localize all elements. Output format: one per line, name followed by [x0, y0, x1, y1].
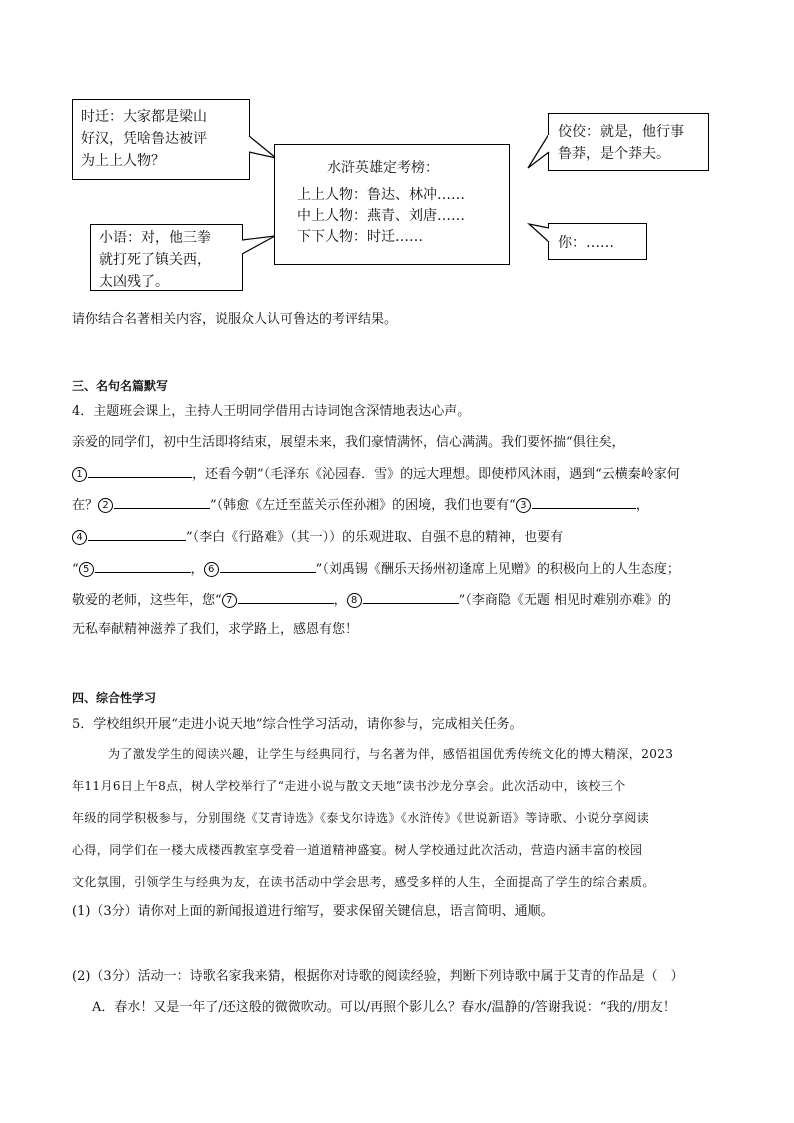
answer-blank-8[interactable] [363, 589, 459, 604]
question-5: 5．学校组织开展“走进小说天地”综合性学习活动，请你参与，完成相关任务。 [72, 717, 523, 732]
rank-line: 上上人物：鲁达、林冲…… [297, 187, 465, 203]
line-text: ， [333, 593, 347, 608]
blank-number: 7 [222, 593, 237, 608]
blank-number: 2 [98, 498, 113, 513]
rank-line: 中上人物：燕青、刘唐…… [297, 208, 465, 224]
news-line: 年级的同学积极参与，分别围绕《艾青诗选》《泰戈尔诗选》《水浒传》《世说新语》等诗歌、小说分享阅读 [72, 811, 650, 825]
rank-box [274, 144, 510, 265]
answer-blank-7[interactable] [238, 589, 334, 604]
question-4: 4．主题班会课上，主持人王明同学借用古诗词饱含深情地表达心声。 [72, 404, 471, 419]
subquestion-2: (2)（3分）活动一：诗歌名家我来猜，根据你对诗歌的阅读经验，判断下列诗歌中属于艾青的作品是（ ） [72, 969, 684, 984]
fill-line-5 [72, 558, 680, 580]
line-text: 在？ [72, 498, 99, 513]
subquestion-1: (1)（3分）请你对上面的新闻报道进行缩写，要求保留关键信息，语言简明、通顺。 [72, 904, 554, 919]
line-text: ， [635, 498, 649, 513]
blank-number: 8 [347, 593, 362, 608]
fill-line-6 [72, 589, 671, 611]
news-line: 文化氛围，引领学生与经典为友，在读书活动中学会思考，感受多样的人生，全面提高了学生的综合素质。 [72, 875, 655, 889]
answer-blank-2[interactable] [114, 494, 210, 509]
line-text: ”（刘禹锡《酬乐天扬州初逢席上见赠》的积极向上的人生态度； [315, 562, 680, 577]
fill-line-2 [72, 463, 680, 485]
line-text: ，还看今朝”（毛泽东《沁园春．雪》的远大理想。即使栉风沐雨，遇到“云横秦岭家何 [192, 467, 680, 482]
rank-line: 下下人物：时迁…… [297, 229, 423, 245]
line-text: ”（李白《行路难》（其一））的乐观进取、自强不息的精神，也要有 [186, 530, 564, 545]
bubble-jiaojiao-text: 佼佼：就是，他行事 鲁莽，是个莽夫。 [558, 124, 684, 162]
fill-line-7: 无私奉献精神滋养了我们，求学路上，感恩有您！ [72, 622, 359, 637]
section-4-heading: 四、综合性学习 [72, 691, 157, 705]
answer-blank-1[interactable] [88, 463, 192, 478]
bubble-xiaoyu [90, 224, 243, 291]
news-line: 年11月6日上午8点，树人学校举行了“走进小说与散文天地”读书沙龙分享会。此次活动中，该校三个 [72, 779, 626, 793]
answer-blank-4[interactable] [88, 526, 186, 541]
bubble-xiaoyu-tail [241, 234, 277, 258]
blank-number: 6 [204, 562, 219, 577]
line-text: 敬爱的老师，这些年，您“ [72, 593, 222, 608]
line-text: ， [190, 562, 204, 577]
bubble-you-text: 你：…… [558, 235, 614, 251]
section-3-heading: 三、名句名篇默写 [72, 379, 169, 393]
blank-number: 1 [72, 467, 87, 482]
option-a: A．春水！又是一年了/还这般的微微吹动。可以/再照个影儿么？春水/温静的/答谢我说：“我的/朋友！ [92, 1000, 676, 1015]
blank-number: 4 [72, 530, 87, 545]
news-paragraph [72, 738, 724, 898]
bubble-shiqian-text: 时迁：大家都是梁山 好汉，凭啥鲁达被评 为上上人物？ [81, 109, 207, 169]
news-line: 心得，同学们在一楼大成楼西教室享受着一道道精神盛宴。树人学校通过此次活动，营造内涵丰富的校园 [72, 843, 643, 857]
line-text: ”（韩愈《左迁至蓝关示侄孙湘》的困境，我们也要有“ [210, 498, 516, 513]
news-line: 为了激发学生的阅读兴趣，让学生与经典同行，与名著为伴，感悟祖国优秀传统文化的博大精深，2023 [108, 747, 674, 761]
answer-blank-3[interactable] [532, 494, 636, 509]
bubble-xiaoyu-text: 小语：对，他三拳 就打死了镇关西， 太凶残了。 [99, 230, 211, 290]
bubble-you-tail [527, 222, 551, 246]
line-text: “ [72, 562, 79, 577]
fill-line-4 [72, 526, 563, 548]
answer-blank-5[interactable] [95, 558, 191, 573]
bubble-shiqian [72, 99, 250, 180]
answer-blank-6[interactable] [220, 558, 316, 573]
question-prompt: 请你结合名著相关内容，说服众人认可鲁达的考评结果。 [72, 312, 398, 327]
fill-line-3 [72, 494, 649, 516]
bubble-jiaojiao-tail [526, 132, 550, 172]
bubble-jiaojiao [548, 113, 709, 171]
line-text: ”（李商隐《无题 相见时难别亦难》的 [458, 593, 671, 608]
fill-line-1: 亲爱的同学们，初中生活即将结束，展望未来，我们豪情满怀，信心满满。我们要怀揣“俱往矣， [72, 435, 625, 450]
blank-number: 3 [516, 498, 531, 513]
bubble-you [548, 223, 647, 260]
blank-number: 5 [79, 562, 94, 577]
rank-box-title: 水浒英雄定考榜： [327, 160, 439, 176]
